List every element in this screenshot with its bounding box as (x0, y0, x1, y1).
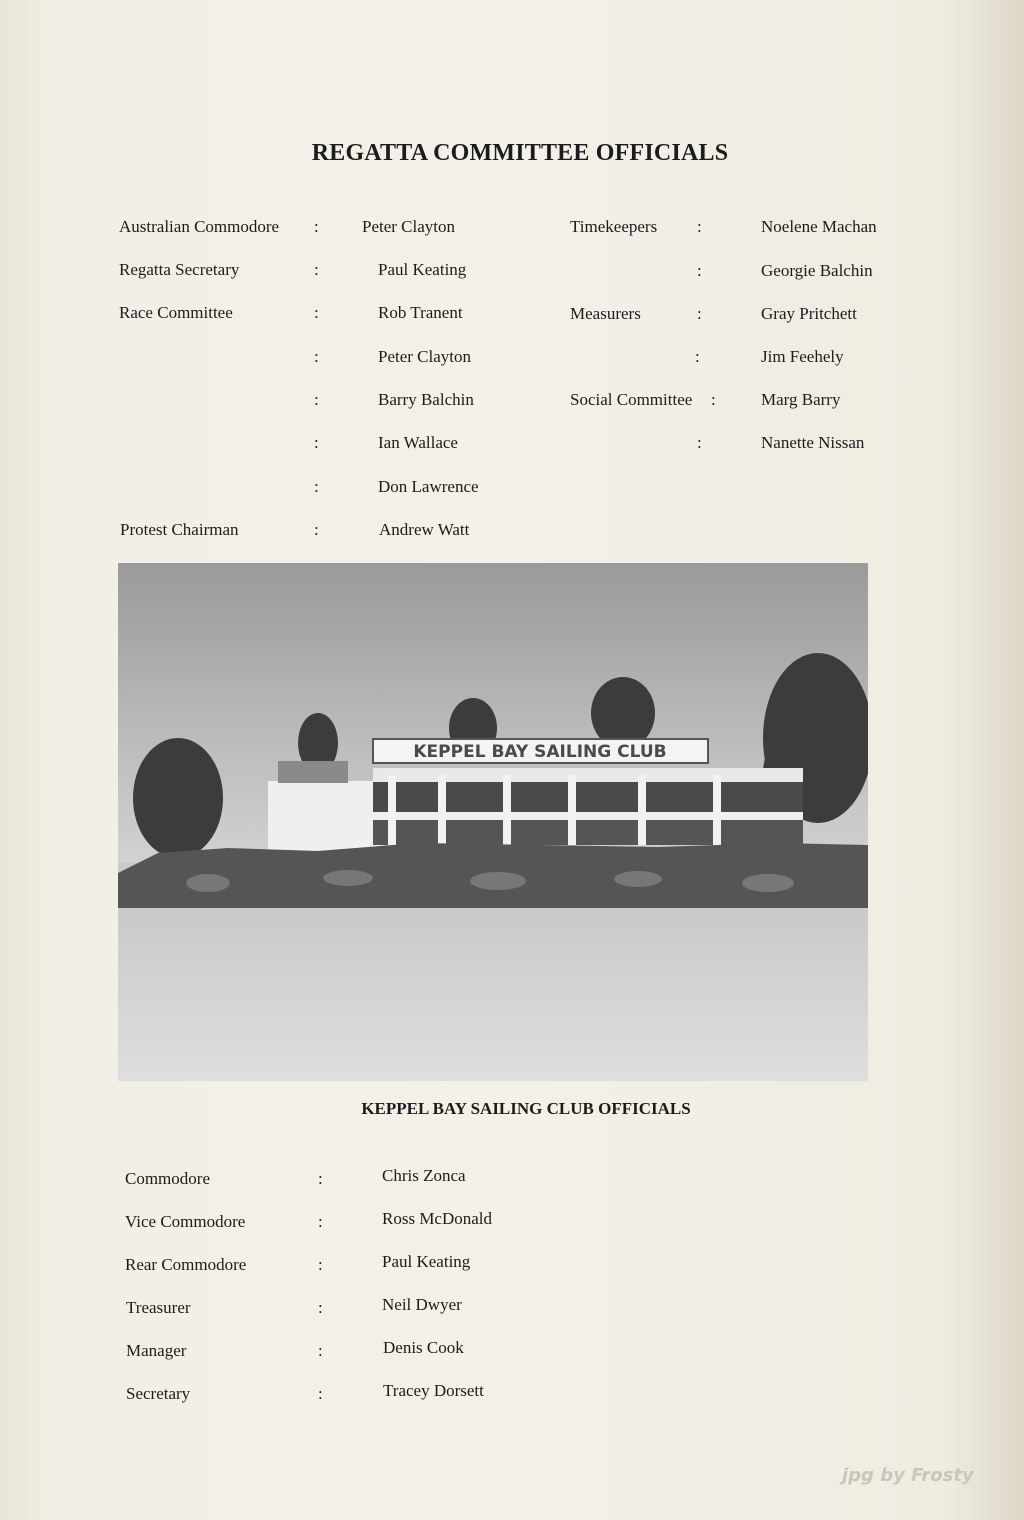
official-name: Barry Balchin (378, 390, 474, 409)
club-officials-title: KEPPEL BAY SAILING CLUB OFFICIALS (361, 1099, 691, 1118)
official-name: Paul Keating (382, 1252, 471, 1271)
role-label: Race Committee (119, 303, 233, 322)
official-name: Peter Clayton (362, 217, 456, 236)
role-label: Regatta Secretary (119, 260, 240, 279)
separator: : (318, 1341, 323, 1360)
official-name: Rob Tranent (378, 303, 463, 322)
role-label: Secretary (126, 1384, 191, 1403)
role-label: Manager (126, 1341, 187, 1360)
separator: : (314, 477, 319, 496)
role-label: Commodore (125, 1169, 210, 1188)
separator: : (318, 1169, 323, 1188)
separator: : (318, 1255, 323, 1274)
role-label: Measurers (570, 304, 641, 323)
role-label: Rear Commodore (125, 1255, 247, 1274)
official-name: Ian Wallace (378, 433, 458, 452)
official-name: Paul Keating (378, 260, 467, 279)
separator: : (697, 261, 702, 280)
official-name: Chris Zonca (382, 1166, 466, 1185)
separator: : (318, 1298, 323, 1317)
separator: : (314, 303, 319, 322)
role-label: Treasurer (126, 1298, 191, 1317)
official-name: Andrew Watt (379, 520, 470, 539)
separator: : (314, 520, 319, 539)
official-name: Nanette Nissan (761, 433, 865, 452)
page-title: REGATTA COMMITTEE OFFICIALS (311, 140, 729, 166)
role-label: Social Committee (570, 390, 693, 409)
role-label: Vice Commodore (125, 1212, 246, 1231)
official-name: Noelene Machan (761, 217, 877, 236)
role-label: Timekeepers (570, 217, 658, 236)
official-name: Denis Cook (383, 1338, 464, 1357)
separator: : (695, 347, 700, 366)
role-label: Australian Commodore (119, 217, 280, 236)
separator: : (711, 390, 716, 409)
separator: : (697, 433, 702, 452)
official-name: Neil Dwyer (382, 1295, 462, 1314)
separator: : (314, 260, 319, 279)
clubhouse-sign-text: KEPPEL BAY SAILING CLUB (413, 742, 667, 762)
official-name: Georgie Balchin (761, 261, 873, 280)
separator: : (314, 433, 319, 452)
separator: : (314, 390, 319, 409)
official-name: Tracey Dorsett (383, 1381, 484, 1400)
official-name: Marg Barry (761, 390, 841, 409)
official-name: Jim Feehely (761, 347, 844, 366)
separator: : (314, 347, 319, 366)
watermark: jpg by Frosty (842, 1465, 974, 1486)
separator: : (697, 217, 702, 236)
role-label: Protest Chairman (120, 520, 239, 539)
clubhouse-photo (118, 563, 868, 1081)
separator: : (318, 1384, 323, 1403)
separator: : (318, 1212, 323, 1231)
official-name: Peter Clayton (378, 347, 472, 366)
official-name: Ross McDonald (382, 1209, 493, 1228)
official-name: Gray Pritchett (761, 304, 857, 323)
separator: : (314, 217, 319, 236)
official-name: Don Lawrence (378, 477, 479, 496)
separator: : (697, 304, 702, 323)
